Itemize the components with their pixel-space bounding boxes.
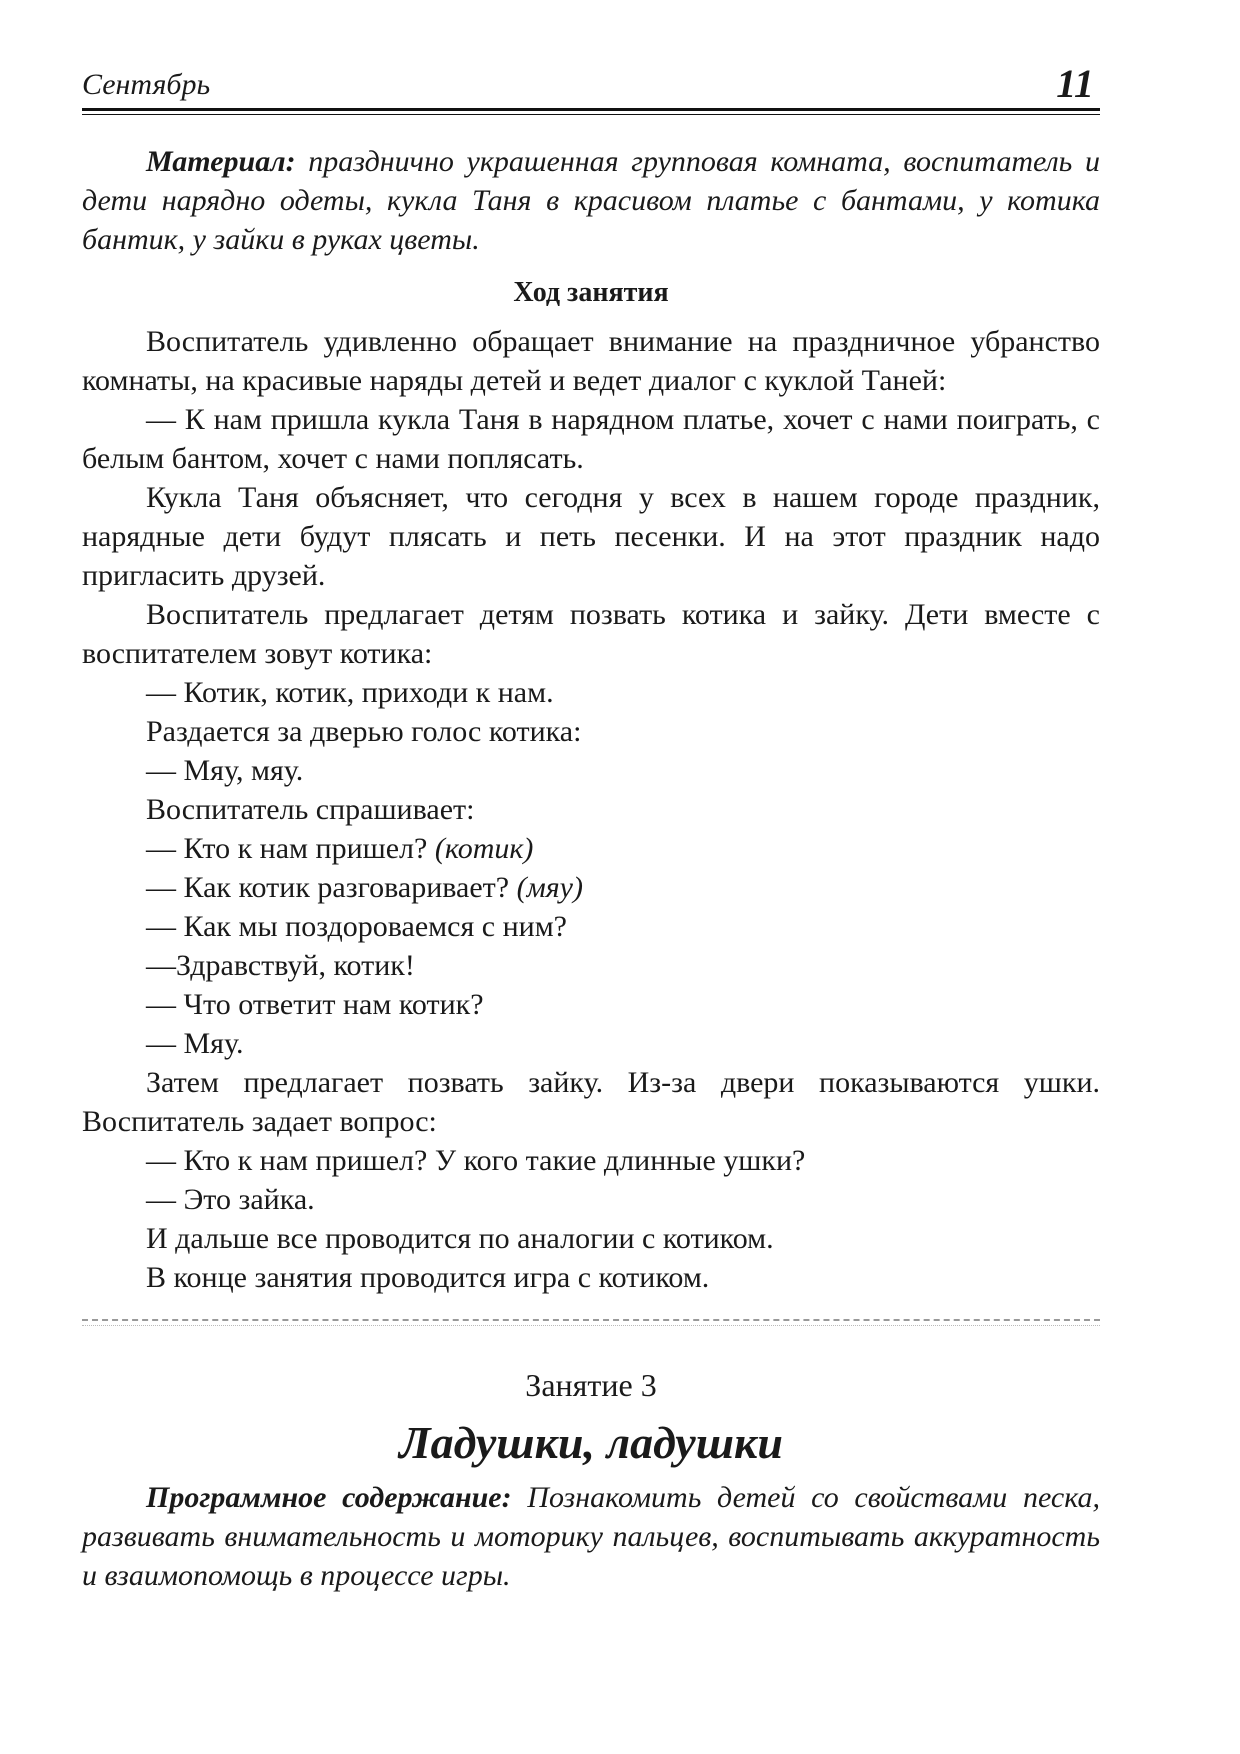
dialogue-line: — Кто к нам пришел? У кого такие длинные ушки? [146,1144,806,1177]
dialogue-line: В конце занятия проводится игра с котиком. [146,1261,710,1294]
paragraph: — К нам пришла кукла Таня в нарядном платье, хочет с нами поиграть, с белым бантом, хочет с нами поплясать. [82,403,1100,475]
dialogue-line: — Это зайка. [146,1183,315,1216]
header-rule-thin [82,114,1100,115]
program-paragraph [82,1478,1100,1595]
dialogue-line: — Что ответит нам котик? [146,988,484,1021]
dialogue-line: — Мяу. [146,1027,244,1060]
dialogue-question [82,829,1100,868]
question-text: — Кто к нам пришел? [146,832,435,865]
dialogue-question [82,868,1100,907]
question-answer: (мяу) [516,871,583,904]
paragraph: Затем предлагает позвать зайку. Из-за двери показываются ушки. Воспитатель задает вопрос: [82,1066,1100,1138]
paragraph: Воспитатель удивленно обращает внимание на праздничное убранство комнаты, на красивые наряды детей и ведет диалог с куклой Таней: [82,325,1100,397]
paragraph: Воспитатель предлагает детям позвать котика и зайку. Дети вместе с воспитателем зовут котика: [82,598,1100,670]
running-header [82,60,1100,104]
question-text: — Как котик разговаривает? [146,871,517,904]
dialogue-line: —Здравствуй, котик! [146,949,415,982]
lesson-title: Ладушки, ладушки [399,1417,783,1468]
header-rule-thick [82,108,1100,111]
material-text: празднично украшенная групповая комната, воспитатель и дети нарядно одеты, кукла Таня в красивом платье с бантами, у котика бантик, у зайки в руках цветы. [82,145,1100,256]
program-text: Познакомить детей со свойствами песка, развивать внимательность и моторику пальцев, воспитывать аккуратность и взаимопомощь в процессе игры. [82,1481,1100,1592]
dialogue-line: Раздается за дверью голос котика: [146,715,582,748]
program-label: Программное содержание: [146,1481,512,1514]
dialogue-line: — Котик, котик, приходи к нам. [146,676,554,709]
material-paragraph [82,142,1100,259]
question-answer: (котик) [434,832,534,865]
page-number: 11 [1056,61,1094,106]
lesson-number: Занятие 3 [525,1367,657,1403]
section-title: Сентябрь [82,68,211,101]
page-body [82,142,1100,1595]
section-divider [82,1319,1100,1326]
dialogue-line: — Мяу, мяу. [146,754,304,787]
material-label: Материал: [146,145,296,178]
lesson-progress-heading: Ход занятия [513,277,669,308]
paragraph: Кукла Таня объясняет, что сегодня у всех в нашем городе праздник, нарядные дети будут плясать и петь песенки. И на этот праздник надо пригласить друзей. [82,481,1100,592]
dialogue-line: — Как мы поздороваемся с ним? [146,910,567,943]
dialogue-line: И дальше все проводится по аналогии с котиком. [146,1222,774,1255]
dialogue-line: Воспитатель спрашивает: [146,793,475,826]
